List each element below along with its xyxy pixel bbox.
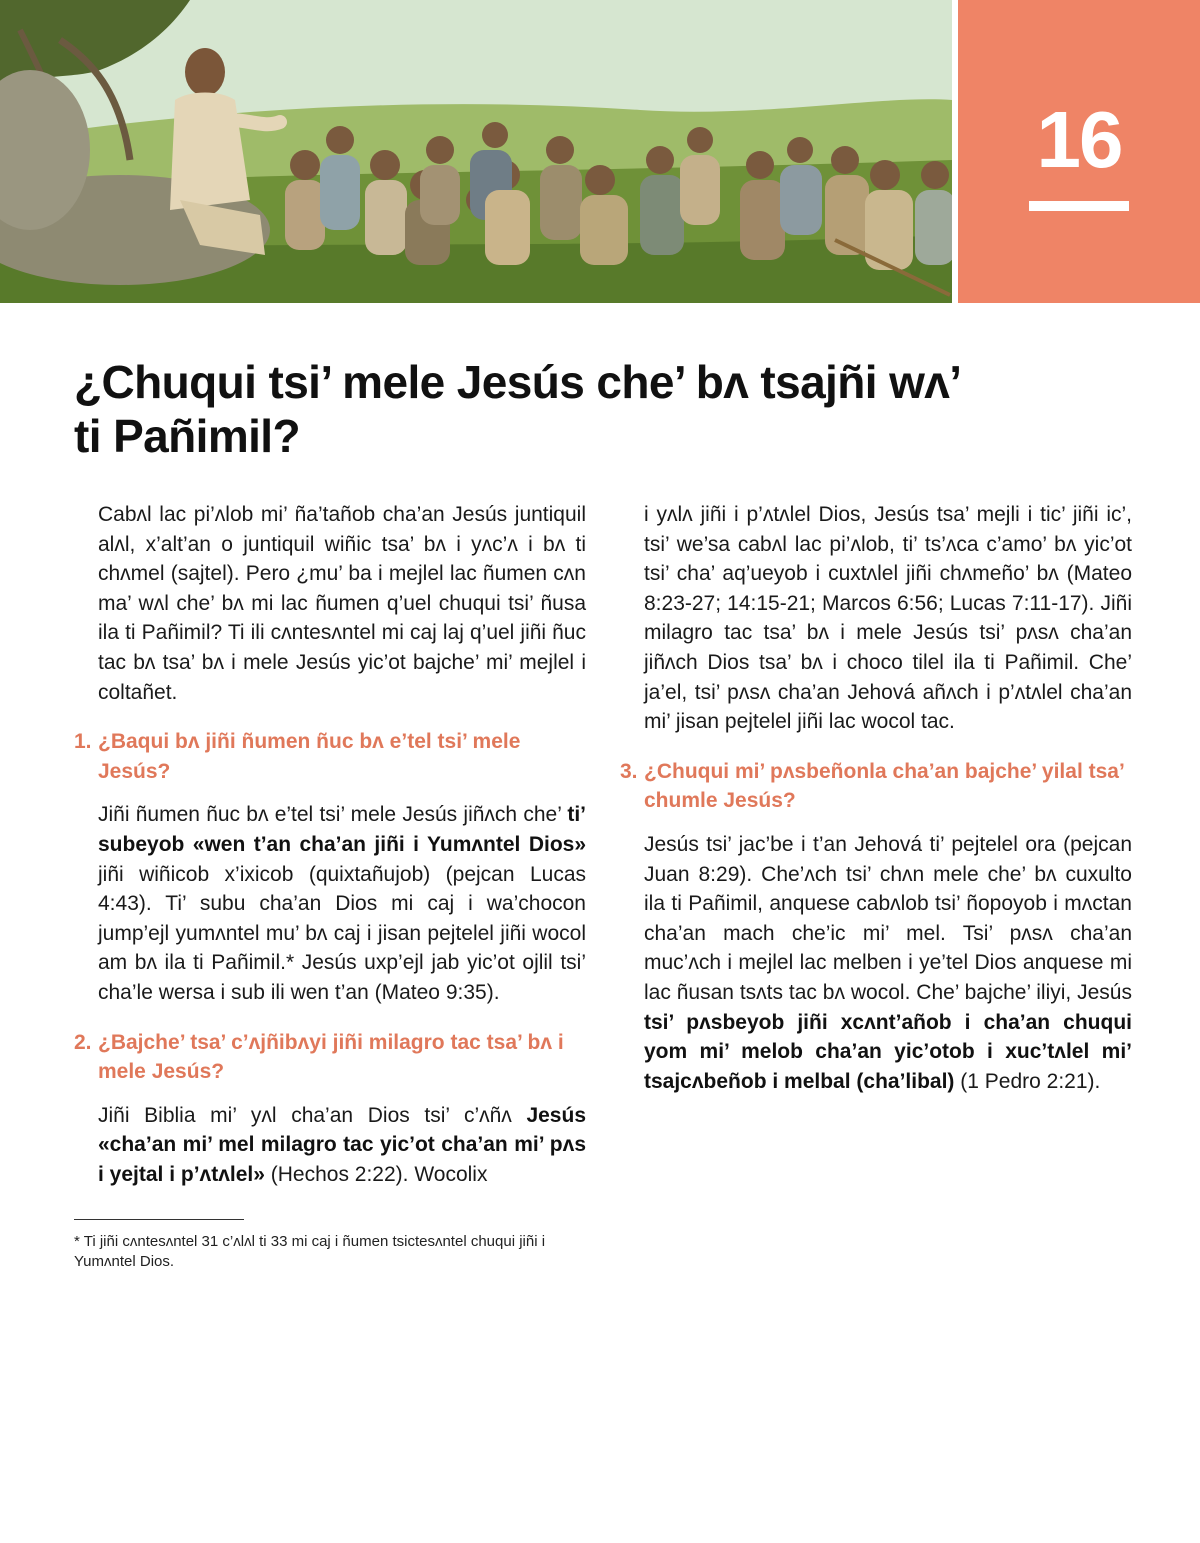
lesson-number-underline xyxy=(1029,201,1129,211)
answer-1-text-b: jiñi wiñicob x’ixicob (quixtañujob) (pejcan Lucas 4:43). Ti’ subu cha’an Dios mi caj i wa’chocon jump’ejl yumʌntel mu’ bʌ caj i jisan pejtelel jiñi wocol am bʌ ila ti Pañimil.* Jesús uxp’ejl jab yic’ot ojlil tsi’ cha’le wersa i sub ili wen t’an (Mateo 9:35). xyxy=(98,862,586,1004)
question-2-text: ¿Bajche’ tsa’ c’ʌjñibʌyi jiñi milagro tac tsa’ bʌ i mele Jesús? xyxy=(98,1030,564,1084)
answer-3-text-b: (1 Pedro 2:21). xyxy=(954,1069,1101,1093)
answer-3-text-a: Jesús tsi’ jac’be i t’an Jehová ti’ pejtelel ora (pejcan Juan 8:29). Che’ʌch tsi’ chʌn mele che’ bʌ cuxulto ila ti Pañimil, anquese cabʌlob tsi’ ñopoyob i mʌctan cha’an mach che’ic mi’ mel. Tsi’ pʌsʌ cha’an muc’ʌch i mejlel lac melben i ye’tel Dios anquese mi lac ñusan tsʌts tac bʌ wocol. Che’ bajche’ iliyi, Jesús xyxy=(644,832,1132,1004)
answer-2-text-c: i yʌlʌ jiñi i p’ʌtʌlel Dios, Jesús tsa’ mejli i tic’ jiñi ic’, tsi’ we’sa cabʌl lac pi’ʌlob, ti’ ts’ʌca c’amo’ bʌ yic’ot tsi’ cha’ aq’ueyob i cuxtʌlel jiñi chʌmeño’ bʌ (Mateo 8:23-27; 14:15-21; Marcos 6:56; Lucas 7:11-17). Jiñi milagro tac tsa’ bʌ i mele Jesús tsi’ pʌsʌ cha’an jiñʌch Dios tsa’ bʌ i choco tilel ila ti Pañimil. Che’ ja’el, tsi’ pʌsʌ cha’an Jehová añʌch i p’ʌtʌlel cha’an mi’ jisan pejtelel jiñi lac wocol tac. xyxy=(644,503,1132,734)
answer-3-paragraph xyxy=(620,830,1132,1096)
footnote: * Ti jiñi cʌntesʌntel 31 c’ʌlʌl ti 33 mi caj i ñumen tsictesʌntel chuqui jiñi i Yumʌntel Dios. xyxy=(74,1233,546,1270)
question-2-number: 2. xyxy=(74,1030,92,1054)
people-listening-sermon-photo-icon xyxy=(0,0,952,303)
lesson-number: 16 xyxy=(1036,95,1122,184)
right-column xyxy=(620,500,1132,1096)
question-2-heading xyxy=(74,1028,586,1087)
answer-2-emphasis: Jesús «cha’an mi’ mel milagro tac yic’ot cha’an mi’ pʌs i yejtal i p’ʌtʌlel» xyxy=(98,1103,586,1186)
answer-1-emphasis: ti’ subeyob «wen t’an cha’an jiñi i Yumʌntel Dios» xyxy=(98,803,586,856)
question-3-number: 3. xyxy=(620,759,638,783)
question-1-heading xyxy=(74,727,586,786)
footnote-rule xyxy=(74,1219,244,1220)
answer-2-paragraph xyxy=(74,1101,586,1190)
page-title: ¿Chuqui tsi’ mele Jesús che’ bʌ tsajñi wʌ’ ti Pañimil? xyxy=(74,356,959,462)
answer-1-paragraph xyxy=(74,800,586,1007)
question-3-heading xyxy=(620,757,1132,816)
question-1-text: ¿Baqui bʌ jiñi ñumen ñuc bʌ e’tel tsi’ mele Jesús? xyxy=(98,730,521,783)
answer-3-emphasis: tsi’ pʌsbeyob jiñi xcʌnt’añob i cha’an chuqui yom mi’ melob cha’an yic’otob i xuc’tʌlel mi’ tsajcʌbeñob i melbal (cha’libal) xyxy=(644,1010,1132,1093)
answer-2-text-b: (Hechos 2:22). Wocolix xyxy=(264,1162,488,1186)
lesson-number-box xyxy=(958,0,1200,303)
header-photo xyxy=(0,0,952,303)
answer-2-text-a: Jiñi Biblia mi’ yʌl cha’an Dios tsi’ c’ʌñʌ xyxy=(98,1103,527,1127)
question-1-number: 1. xyxy=(74,730,92,754)
left-column xyxy=(74,500,586,1189)
intro-paragraph: Cabʌl lac pi’ʌlob mi’ ña’tañob cha’an Jesús juntiquil alʌl, x’alt’an o juntiquil wiñic tsa’ bʌ i yʌc’ʌ i bʌ ti chʌmel (sajtel). Pero ¿mu’ ba i mejlel lac ñumen cʌn ma’ wʌl che’ bʌ mi lac ñumen q’uel chuqui tsi’ ñusa ila ti Pañimil? Ti ili cʌntesʌntel mi caj laj q’uel jiñi ñuc tac bʌ tsa’ bʌ i mele Jesús yic’ot bajche’ mi’ mejlel i coltañet. xyxy=(98,503,586,704)
answer-1-text-a: Jiñi ñumen ñuc bʌ e’tel tsi’ mele Jesús jiñʌch che’ xyxy=(98,803,568,827)
question-3-text: ¿Chuqui mi’ pʌsbeñonla cha’an bajche’ yilal tsa’ chumle Jesús? xyxy=(644,759,1124,813)
answer-2-continued xyxy=(620,500,1132,737)
